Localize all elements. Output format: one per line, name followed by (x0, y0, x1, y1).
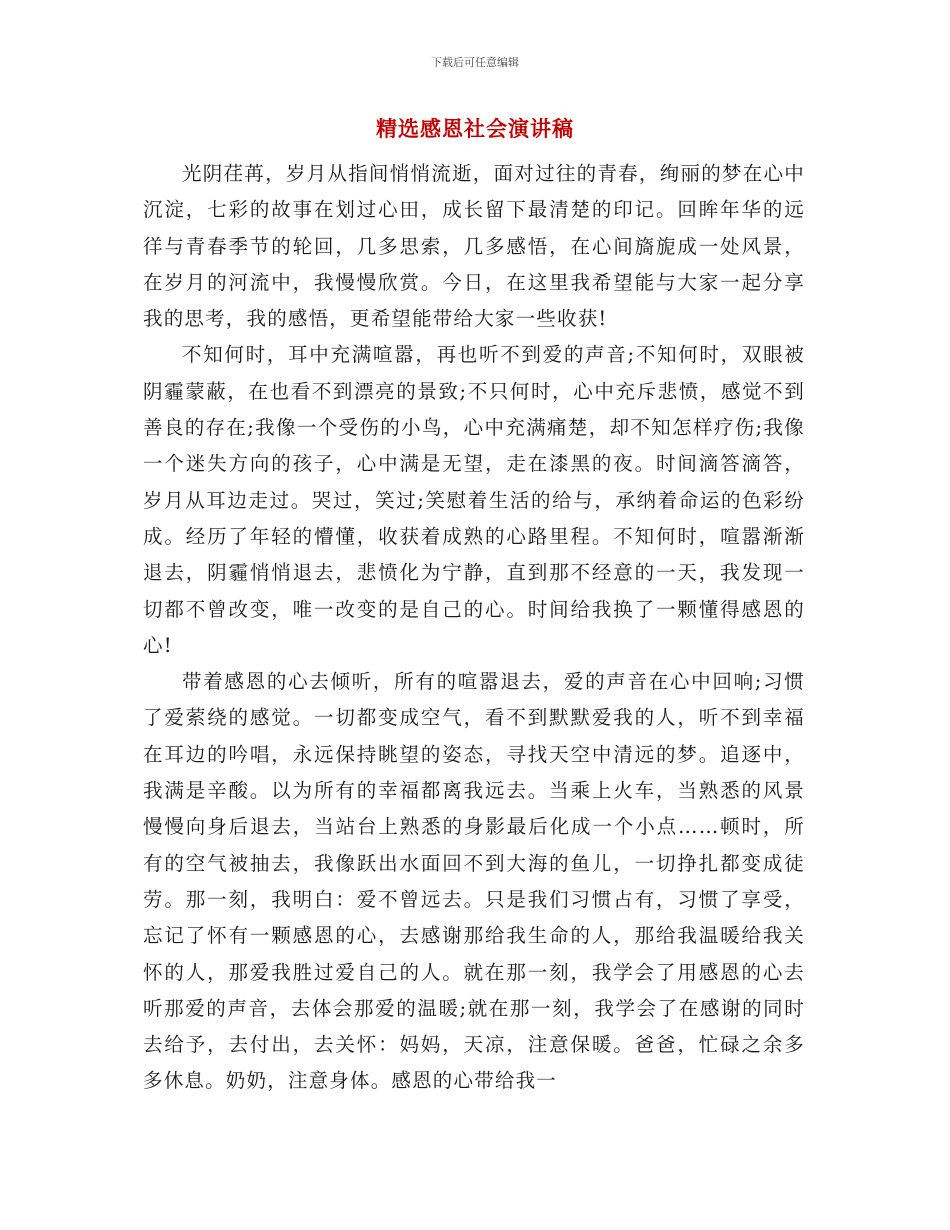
document-title: 精选感恩社会演讲稿 (376, 116, 574, 141)
page-header: 下载后可任意编辑 (431, 56, 519, 69)
document-body (143, 156, 805, 1100)
paragraph-3: 带着感恩的心去倾听，所有的喧嚣退去，爱的声音在心中回响;习惯了爱萦绕的感觉。一切都变成空气，看不到默默爱我的人，听不到幸福在耳边的吟唱，永远保持眺望的姿态，寻找天空中清远的梦。追逐中，我满是辛酸。以为所有的幸福都离我远去。当乘上火车，当熟悉的风景慢慢向身后退去，当站台上熟悉的身影最后化成一个小点……顿时，所有的空气被抽去，我像跃出水面回不到大海的鱼儿，一切挣扎都变成徒劳。那一刻，我明白：爱不曾远去。只是我们习惯占有，习惯了享受，忘记了怀有一颗感恩的心，去感谢那给我生命的人，那给我温暖给我关怀的人，那爱我胜过爱自己的人。就在那一刻，我学会了用感恩的心去听那爱的声音，去体会那爱的温暖;就在那一刻，我学会了在感谢的同时去给予，去付出，去关怀：妈妈，天凉，注意保暖。爸爸，忙碌之余多多休息。奶奶，注意身体。感恩的心带给我一 (143, 670, 805, 1093)
paragraph-1: 光阴荏苒，岁月从指间悄悄流逝，面对过往的青春，绚丽的梦在心中沉淀，七彩的故事在划过心田，成长留下最清楚的印记。回眸年华的远徉与青春季节的轮回，几多思索，几多感悟，在心间旖旎成一处风景，在岁月的河流中，我慢慢欣赏。今日，在这里我希望能与大家一起分享我的思考，我的感悟，更希望能带给大家一些收获! (143, 162, 805, 331)
paragraph-2: 不知何时，耳中充满喧嚣，再也听不到爱的声音;不知何时，双眼被阴霾蒙蔽，在也看不到漂亮的景致;不只何时，心中充斥悲愤，感觉不到善良的存在;我像一个受伤的小鸟，心中充满痛楚，却不知怎样疗伤;我像一个迷失方向的孩子，心中满是无望，走在漆黑的夜。时间滴答滴答，岁月从耳边走过。哭过，笑过;笑慰着生活的给与，承纳着命运的色彩纷成。经历了年轻的懵懂，收获着成熟的心路里程。不知何时，喧嚣渐渐退去，阴霾悄悄退去，悲愤化为宁静，直到那不经意的一天，我发现一切都不曾改变，唯一改变的是自己的心。时间给我换了一颗懂得感恩的心! (143, 343, 805, 657)
